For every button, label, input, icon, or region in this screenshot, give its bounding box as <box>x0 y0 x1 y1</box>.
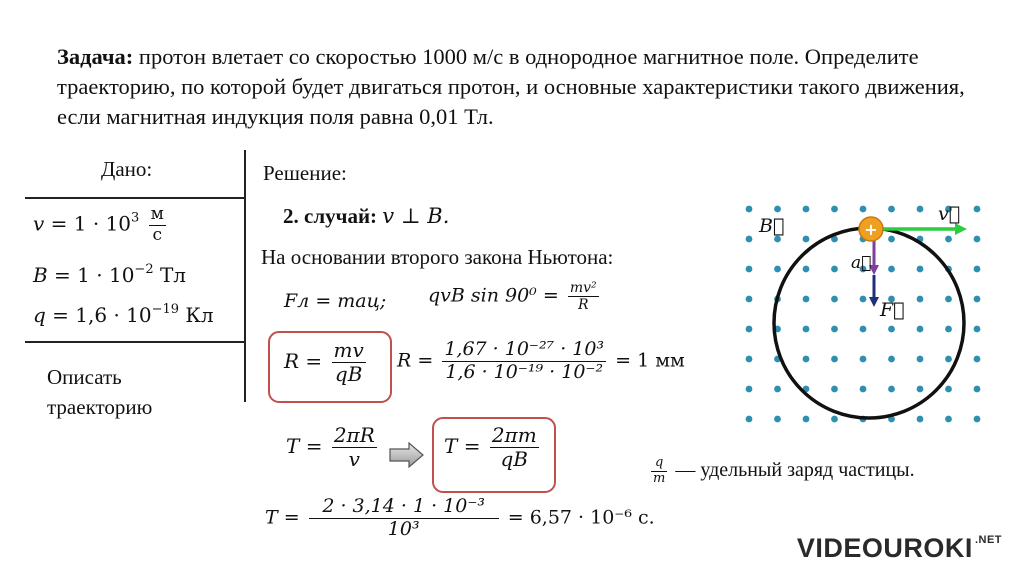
field-dot <box>917 326 924 333</box>
unit-num: м <box>150 204 164 224</box>
field-dot <box>774 386 781 393</box>
field-dot <box>974 266 981 273</box>
field-dot <box>803 296 810 303</box>
field-dot <box>888 206 895 213</box>
period-calc-num: 2 · 3,14 · 1 · 10⁻³ <box>309 496 499 519</box>
charge-exp: −19 <box>151 302 180 317</box>
field-dot <box>888 266 895 273</box>
field-dot <box>746 296 753 303</box>
field-dot <box>888 386 895 393</box>
eq-lorentz <box>428 280 602 313</box>
task-label: Задача: <box>57 44 134 69</box>
task-text: протон влетает со скоростью 1000 м/с в однородное магнитное поле. Определите траекторию, по которой будет двигаться протон, и основные характеристики такого движения, если магнитная индукция поля равна 0,01 Тл. <box>57 44 965 129</box>
charge-value: 𝑞 = 1,6 · 10 <box>33 303 152 327</box>
field-dot <box>974 356 981 363</box>
force-arrowhead <box>869 297 879 307</box>
F-label: 𝐹⃗ <box>880 299 905 321</box>
field-dot <box>974 416 981 423</box>
field-dot <box>945 416 952 423</box>
period-result: = 6,57 · 10⁻⁶ с. <box>507 506 655 529</box>
period-formula-2 <box>444 424 542 471</box>
field-dot <box>746 356 753 363</box>
field-dot <box>803 206 810 213</box>
period2-lhs: 𝑇 = <box>444 434 481 458</box>
sc-text: — удельный заряд частицы. <box>675 459 915 482</box>
velocity-value: 𝑣 = 1 · 10 <box>33 211 132 236</box>
field-dot <box>746 326 753 333</box>
field-dot <box>831 386 838 393</box>
field-dot <box>831 206 838 213</box>
field-dot <box>945 236 952 243</box>
field-dot <box>917 266 924 273</box>
field-dot <box>774 266 781 273</box>
period-calc-lhs: 𝑇 = <box>265 506 300 529</box>
sc-num: 𝑞 <box>651 456 667 472</box>
field-dot <box>803 236 810 243</box>
induction-unit: Тл <box>159 263 186 287</box>
field-dot <box>746 236 753 243</box>
field-dot <box>803 356 810 363</box>
field-dot <box>774 206 781 213</box>
trajectory-diagram <box>735 195 1005 435</box>
a-label: 𝑎⃗ <box>851 253 872 273</box>
field-dot <box>831 266 838 273</box>
radius-lhs: 𝑅 = <box>284 349 323 373</box>
B-label: 𝐵⃗ <box>759 215 785 237</box>
given-velocity <box>33 205 169 245</box>
newton-text: На основании второго закона Ньютона: <box>261 245 614 269</box>
period-calc-den: 10³ <box>387 517 420 540</box>
field-dot <box>974 206 981 213</box>
eq-lorentz-lhs: 𝑞𝑣𝐵 sin 90⁰ = <box>428 284 559 307</box>
case-expr: 𝑣 ⊥ 𝐵. <box>382 204 450 228</box>
field-dot <box>917 296 924 303</box>
field-dot <box>831 326 838 333</box>
field-dot <box>860 296 867 303</box>
field-dot <box>803 416 810 423</box>
radius-calc <box>397 339 685 384</box>
field-dot <box>917 386 924 393</box>
radius-calc-num: 1,67 · 10⁻²⁷ · 10³ <box>444 338 605 360</box>
implies-arrow-icon <box>389 442 425 468</box>
field-dot <box>831 356 838 363</box>
period2-num: 2𝜋𝑚 <box>491 423 537 447</box>
field-dot <box>945 386 952 393</box>
field-dot <box>803 266 810 273</box>
field-dot <box>888 236 895 243</box>
field-dot <box>945 356 952 363</box>
find-separator <box>25 341 245 343</box>
period-formula-1 <box>286 424 380 471</box>
field-dot <box>974 386 981 393</box>
field-dot <box>831 296 838 303</box>
field-dot <box>945 296 952 303</box>
field-dot <box>860 386 867 393</box>
solution-header: Решение: <box>263 161 347 185</box>
radius-formula <box>284 339 369 386</box>
watermark <box>797 533 1002 564</box>
velocity-exp: 3 <box>131 210 140 226</box>
period1-num: 2𝜋𝑅 <box>333 423 375 447</box>
period-calc <box>265 496 655 541</box>
case-line <box>283 204 449 229</box>
field-dot <box>974 236 981 243</box>
eq-lorentz-num: 𝑚𝑣² <box>569 280 597 296</box>
radius-calc-lhs: 𝑅 = <box>397 349 434 372</box>
field-dot <box>974 296 981 303</box>
task-statement <box>57 42 977 132</box>
sc-den: 𝑚 <box>653 470 666 486</box>
given-header: Дано: <box>101 157 153 181</box>
field-dot <box>888 326 895 333</box>
radius-num: 𝑚𝑣 <box>333 338 364 362</box>
field-dot <box>917 206 924 213</box>
period1-lhs: 𝑇 = <box>286 434 323 458</box>
find-text: Описать траекторию <box>47 365 153 419</box>
field-dot <box>803 326 810 333</box>
given-separator <box>25 197 245 199</box>
unit-den: с <box>152 224 163 245</box>
field-dot <box>746 416 753 423</box>
field-dot <box>746 266 753 273</box>
charge-unit: Кл <box>185 303 214 327</box>
field-dot <box>746 386 753 393</box>
radius-calc-den: 1,6 · 10⁻¹⁹ · 10⁻² <box>445 360 604 383</box>
given-charge <box>33 302 214 327</box>
eq-force: 𝐹л = 𝑚𝑎ц; <box>284 290 387 312</box>
eq-lorentz-den: 𝑅 <box>577 297 589 314</box>
induction-value: 𝐵 = 1 · 10 <box>33 263 135 287</box>
field-dot <box>888 356 895 363</box>
period1-den: 𝑣 <box>348 447 360 471</box>
field-dot <box>945 326 952 333</box>
field-dot <box>774 416 781 423</box>
watermark-text: VIDEOUROKI <box>796 533 973 563</box>
watermark-suffix: .NET <box>974 534 1002 546</box>
field-dot <box>974 326 981 333</box>
field-dot <box>917 416 924 423</box>
given-divider <box>244 150 246 402</box>
field-dot <box>746 206 753 213</box>
v-label: 𝑣⃗ <box>938 203 961 225</box>
given-induction <box>33 262 186 287</box>
radius-den: 𝑞𝐵 <box>334 362 363 386</box>
case-label: 2. случай: <box>283 204 378 228</box>
induction-exp: −2 <box>134 262 154 277</box>
field-dot <box>831 416 838 423</box>
field-dot <box>860 326 867 333</box>
field-dot <box>917 356 924 363</box>
field-dot <box>860 356 867 363</box>
period2-den: 𝑞𝐵 <box>500 447 528 471</box>
velocity-unit <box>149 205 166 245</box>
proton-sign: + <box>864 220 878 239</box>
radius-result: = 1 мм <box>615 349 685 372</box>
specific-charge <box>648 456 915 487</box>
field-dot <box>860 206 867 213</box>
